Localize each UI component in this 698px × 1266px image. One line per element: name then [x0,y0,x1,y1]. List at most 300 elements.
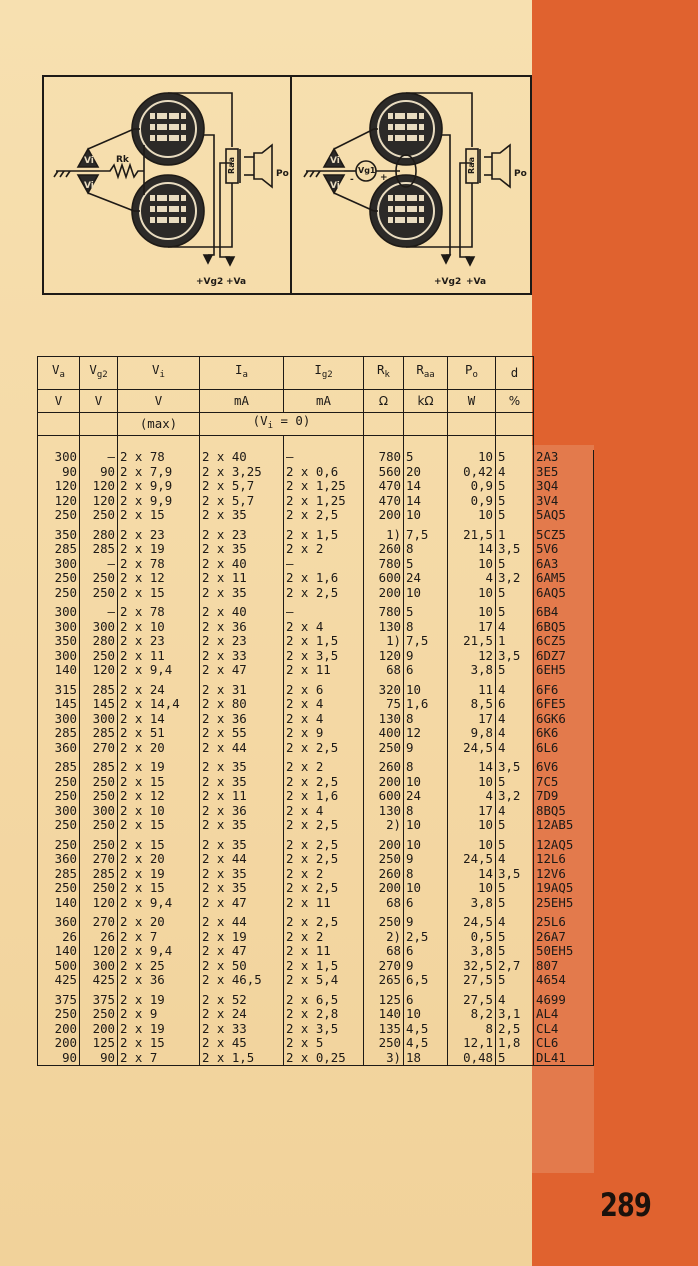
cell-ig2: 2 x 2,5 [284,508,364,523]
right-vg2-label: +Vg2 [434,277,462,287]
header-raa: $R_{aa}$ [404,357,448,390]
rk-resistor-icon [98,165,144,177]
cell-va: 360 [38,915,80,930]
cell-raa: 6 [404,993,448,1008]
cell-vi: 2 x 19 [118,760,200,775]
cell-po: 3,8 [448,896,496,911]
header-ig2: $I_{g2}$ [284,357,364,390]
table-row [38,1022,594,1037]
cell-vi: 2 x 20 [118,915,200,930]
cell-ig2: 2 x 3,5 [284,649,364,664]
cell-raa: 6 [404,896,448,911]
cell-va: 285 [38,760,80,775]
cell-type: 12V6 [534,867,594,882]
cell-rk: 265 [364,973,404,988]
cell-ia: 2 x 33 [200,649,284,664]
cell-po: 12,1 [448,1036,496,1051]
cell-po: 0,42 [448,465,496,480]
table-row [38,993,594,1008]
cell-ig2: 2 x 2,5 [284,852,364,867]
cell-type: 12AB5 [534,818,594,833]
cell-po: 9,8 [448,726,496,741]
cell-d: 5 [496,775,534,790]
cell-rk: 260 [364,542,404,557]
table-row [38,915,594,930]
cell-d: 1 [496,528,534,543]
cell-va: 425 [38,973,80,988]
cell-ig2: 2 x 3,5 [284,1022,364,1037]
cell-ia: 2 x 44 [200,915,284,930]
table-row [38,838,594,853]
left-speaker-icon [254,145,272,187]
cell-vg2: 285 [80,542,118,557]
note-po-blank [448,413,496,436]
table-row [38,542,594,557]
cell-raa: 8 [404,712,448,727]
header-d: d [496,357,534,390]
cell-ig2: 2 x 2,5 [284,775,364,790]
cell-va: 285 [38,867,80,882]
cell-vi: 2 x 15 [118,586,200,601]
cell-rk: 470 [364,479,404,494]
cell-raa: 5 [404,557,448,572]
cell-va: 315 [38,683,80,698]
cell-ia: 2 x 19 [200,930,284,945]
cell-vg2: 270 [80,852,118,867]
cell-vg2: 90 [80,465,118,480]
cell-d: 3,5 [496,542,534,557]
cell-vi: 2 x 10 [118,620,200,635]
cell-type: 25EH5 [534,896,594,911]
header-row-notes [38,413,594,436]
table-body [38,450,594,1066]
cell-po: 10 [448,818,496,833]
cell-ig2: 2 x 4 [284,712,364,727]
cell-po: 0,5 [448,930,496,945]
table-row [38,867,594,882]
cell-ia: 2 x 31 [200,683,284,698]
table-row [38,852,594,867]
cell-vi: 2 x 12 [118,789,200,804]
cell-vi: 2 x 15 [118,881,200,896]
cell-ia: 2 x 23 [200,528,284,543]
cell-po: 11 [448,683,496,698]
vg1-plus-label: + [380,173,388,183]
cell-type: 3E5 [534,465,594,480]
cell-vi: 2 x 9 [118,1007,200,1022]
cell-vi: 2 x 51 [118,726,200,741]
table-row [38,586,594,601]
cell-d: 5 [496,494,534,509]
cell-rk: 780 [364,557,404,572]
cell-vi: 2 x 15 [118,818,200,833]
cell-d: 3,2 [496,571,534,586]
cell-vg2: 300 [80,712,118,727]
cell-po: 4 [448,571,496,586]
table-row [38,508,594,523]
unit-rk: Ω [364,390,404,413]
cell-vg2: 200 [80,1022,118,1037]
cell-vi: 2 x 24 [118,683,200,698]
vg1-minus-label: - [350,175,354,185]
cell-rk: 600 [364,571,404,586]
cell-ia: 2 x 52 [200,993,284,1008]
cell-type: 4654 [534,973,594,988]
cell-vi: 2 x 19 [118,867,200,882]
cell-vi: 2 x 9,4 [118,944,200,959]
table-row [38,494,594,509]
cell-type: 6A3 [534,557,594,572]
cell-rk: 780 [364,450,404,465]
cell-vg2: 250 [80,775,118,790]
left-va-terminal-icon [226,257,234,265]
cell-po: 10 [448,775,496,790]
cell-va: 250 [38,838,80,853]
cell-d: 6 [496,697,534,712]
header-row-units [38,390,594,413]
table-row [38,697,594,712]
cell-ig2: 2 x 4 [284,804,364,819]
cell-va: 285 [38,542,80,557]
table-row [38,571,594,586]
cell-rk: 560 [364,465,404,480]
cell-vi: 2 x 15 [118,838,200,853]
cell-raa: 10 [404,683,448,698]
cell-d: 3,2 [496,789,534,804]
cell-vi: 2 x 19 [118,542,200,557]
cell-va: 500 [38,959,80,974]
table-row [38,973,594,988]
cell-va: 300 [38,557,80,572]
cell-d: 5 [496,605,534,620]
cell-va: 200 [38,1036,80,1051]
cell-type: 6L6 [534,741,594,756]
cell-type: 26A7 [534,930,594,945]
cell-ia: 2 x 55 [200,726,284,741]
header-ia: $I_a$ [200,357,284,390]
cell-va: 300 [38,605,80,620]
cell-ig2: – [284,557,364,572]
table-row [38,683,594,698]
cell-type: 25L6 [534,915,594,930]
cell-d: 4 [496,620,534,635]
cell-type: 6GK6 [534,712,594,727]
cell-va: 350 [38,528,80,543]
note-raa-blank [404,413,448,436]
cell-rk: 3) [364,1051,404,1066]
cell-po: 0,9 [448,494,496,509]
cell-va: 140 [38,944,80,959]
header-po: $P_o$ [448,357,496,390]
cell-ia: 2 x 44 [200,852,284,867]
table-row [38,789,594,804]
cell-raa: 10 [404,586,448,601]
cell-d: 5 [496,881,534,896]
cell-ia: 2 x 3,25 [200,465,284,480]
cell-ig2: 2 x 4 [284,697,364,712]
table-row [38,896,594,911]
cell-rk: 2) [364,930,404,945]
cell-ia: 2 x 23 [200,634,284,649]
cell-type: 7D9 [534,789,594,804]
cell-rk: 260 [364,760,404,775]
cell-ig2: 2 x 11 [284,944,364,959]
cell-rk: 260 [364,867,404,882]
table-row [38,741,594,756]
left-circuit [54,93,272,265]
cell-ia: 2 x 80 [200,697,284,712]
cell-po: 27,5 [448,993,496,1008]
cell-vg2: 270 [80,741,118,756]
table-row [38,775,594,790]
cell-raa: 7,5 [404,634,448,649]
cell-type: 6AQ5 [534,586,594,601]
cell-rk: 75 [364,697,404,712]
cell-raa: 4,5 [404,1022,448,1037]
left-vg2-label: +Vg2 [196,277,224,287]
cell-d: 3,1 [496,1007,534,1022]
cell-rk: 250 [364,741,404,756]
cell-ig2: 2 x 2,8 [284,1007,364,1022]
cell-d: 3,5 [496,760,534,775]
cell-vi: 2 x 19 [118,993,200,1008]
cell-ig2: 2 x 2,5 [284,741,364,756]
cell-rk: 130 [364,620,404,635]
left-vg2-terminal-icon [204,255,212,263]
cell-type: 3V4 [534,494,594,509]
cell-raa: 10 [404,1007,448,1022]
cell-po: 0,48 [448,1051,496,1066]
header-va: $V_a$ [38,357,80,390]
cell-d: 5 [496,838,534,853]
cell-d: 4 [496,804,534,819]
cell-raa: 6,5 [404,973,448,988]
cell-d: 5 [496,896,534,911]
cell-ia: 2 x 35 [200,867,284,882]
cell-ia: 2 x 35 [200,508,284,523]
cell-d: 3,5 [496,649,534,664]
note-vi-max: (max) [118,413,200,436]
cell-vg2: 120 [80,896,118,911]
cell-vg2: 300 [80,804,118,819]
cell-po: 32,5 [448,959,496,974]
cell-type: 12AQ5 [534,838,594,853]
cell-po: 4 [448,789,496,804]
right-bottom-tube-icon [370,175,442,247]
table-row [38,930,594,945]
cell-raa: 9 [404,741,448,756]
cell-raa: 24 [404,789,448,804]
cell-raa: 5 [404,605,448,620]
left-vi-bottom-label: Vi [84,181,94,191]
cell-vi: 2 x 7 [118,1051,200,1066]
cell-vg2: 26 [80,930,118,945]
cell-vg2: 300 [80,959,118,974]
cell-ia: 2 x 36 [200,804,284,819]
header-spacer-row [38,436,594,451]
cell-rk: 68 [364,663,404,678]
cell-po: 24,5 [448,852,496,867]
cell-ia: 2 x 47 [200,663,284,678]
cell-rk: 270 [364,959,404,974]
cell-po: 24,5 [448,741,496,756]
cell-po: 21,5 [448,528,496,543]
cell-ia: 2 x 35 [200,542,284,557]
cell-ia: 2 x 11 [200,789,284,804]
right-vi-top-label: Vi [330,156,340,166]
cell-d: 4 [496,465,534,480]
right-circuit [304,93,510,265]
cell-vg2: 425 [80,973,118,988]
unit-va: V [38,390,80,413]
cell-va: 120 [38,479,80,494]
cell-ig2: 2 x 2,5 [284,586,364,601]
cell-va: 360 [38,852,80,867]
cell-va: 250 [38,789,80,804]
header-rk: $R_k$ [364,357,404,390]
left-bottom-tube-icon [132,175,204,247]
table-row [38,726,594,741]
cell-vi: 2 x 36 [118,973,200,988]
cell-po: 17 [448,804,496,819]
cell-type: 5V6 [534,542,594,557]
note-type-blank [534,413,594,436]
cell-d: 1,8 [496,1036,534,1051]
cell-vg2: 120 [80,479,118,494]
cell-va: 360 [38,741,80,756]
cell-ig2: 2 x 2 [284,760,364,775]
cell-vi: 2 x 78 [118,557,200,572]
cell-type: 6BQ5 [534,620,594,635]
cell-va: 250 [38,818,80,833]
right-po-label: Po [514,169,527,179]
cell-vi: 2 x 78 [118,605,200,620]
cell-ig2: 2 x 2 [284,930,364,945]
cell-vg2: 375 [80,993,118,1008]
cell-d: 5 [496,557,534,572]
cell-po: 3,8 [448,944,496,959]
cell-vg2: 250 [80,818,118,833]
cell-type: DL41 [534,1051,594,1066]
cell-type: 12L6 [534,852,594,867]
table-row [38,944,594,959]
cell-ig2: 2 x 1,6 [284,789,364,804]
cell-raa: 10 [404,838,448,853]
cell-rk: 120 [364,649,404,664]
cell-ig2: 2 x 1,6 [284,571,364,586]
cell-rk: 125 [364,993,404,1008]
header-row-symbols [38,357,594,390]
cell-raa: 7,5 [404,528,448,543]
cell-rk: 200 [364,838,404,853]
cell-vg2: 250 [80,571,118,586]
cell-po: 10 [448,605,496,620]
cell-ia: 2 x 35 [200,760,284,775]
cell-type: 6AM5 [534,571,594,586]
cell-d: 2,7 [496,959,534,974]
table-row [38,1036,594,1051]
cell-vi: 2 x 14 [118,712,200,727]
cell-va: 350 [38,634,80,649]
right-raa-label: Raa [467,157,476,174]
cell-rk: 250 [364,915,404,930]
cell-ig2: 2 x 5 [284,1036,364,1051]
cell-rk: 135 [364,1022,404,1037]
cell-vi: 2 x 20 [118,852,200,867]
cell-va: 140 [38,896,80,911]
cell-ia: 2 x 36 [200,712,284,727]
cell-po: 8 [448,1022,496,1037]
cell-vi: 2 x 78 [118,450,200,465]
cell-ig2: 2 x 9 [284,726,364,741]
cell-po: 0,9 [448,479,496,494]
left-po-label: Po [276,169,289,179]
cell-vi: 2 x 9,4 [118,663,200,678]
cell-vi: 2 x 25 [118,959,200,974]
cell-vi: 2 x 7,9 [118,465,200,480]
table-row [38,712,594,727]
cell-vi: 2 x 23 [118,528,200,543]
cell-ia: 2 x 5,7 [200,479,284,494]
cell-d: 5 [496,450,534,465]
cell-rk: 780 [364,605,404,620]
cell-d: 5 [496,1051,534,1066]
cell-po: 17 [448,712,496,727]
cell-rk: 320 [364,683,404,698]
note-d-blank [496,413,534,436]
cell-raa: 8 [404,542,448,557]
cell-rk: 1) [364,528,404,543]
cell-vg2: 90 [80,1051,118,1066]
cell-type: 50EH5 [534,944,594,959]
cell-vg2: 285 [80,867,118,882]
table-row [38,1051,594,1066]
cell-po: 12 [448,649,496,664]
cell-vi: 2 x 9,9 [118,494,200,509]
cell-va: 300 [38,450,80,465]
cell-ia: 2 x 36 [200,620,284,635]
cell-va: 90 [38,1051,80,1066]
cell-po: 10 [448,557,496,572]
unit-type-blank [534,390,594,413]
cell-type: CL4 [534,1022,594,1037]
cell-va: 300 [38,712,80,727]
cell-vi: 2 x 12 [118,571,200,586]
right-vi-bottom-label: Vi [330,181,340,191]
cell-va: 300 [38,649,80,664]
cell-ig2: 2 x 1,5 [284,634,364,649]
cell-vg2: 250 [80,508,118,523]
table-row [38,649,594,664]
cell-ig2: 2 x 1,25 [284,494,364,509]
cell-vg2: 125 [80,1036,118,1051]
table-row [38,528,594,543]
note-va-blank [38,413,80,436]
cell-rk: 130 [364,712,404,727]
table-row [38,959,594,974]
unit-d: % [496,390,534,413]
cell-vg2: 250 [80,789,118,804]
cell-rk: 200 [364,881,404,896]
cell-ig2: 2 x 1,5 [284,959,364,974]
cell-va: 250 [38,508,80,523]
cell-d: 5 [496,663,534,678]
cell-rk: 2) [364,818,404,833]
cell-d: 4 [496,993,534,1008]
cell-ia: 2 x 5,7 [200,494,284,509]
cell-po: 10 [448,586,496,601]
cell-ia: 2 x 35 [200,775,284,790]
